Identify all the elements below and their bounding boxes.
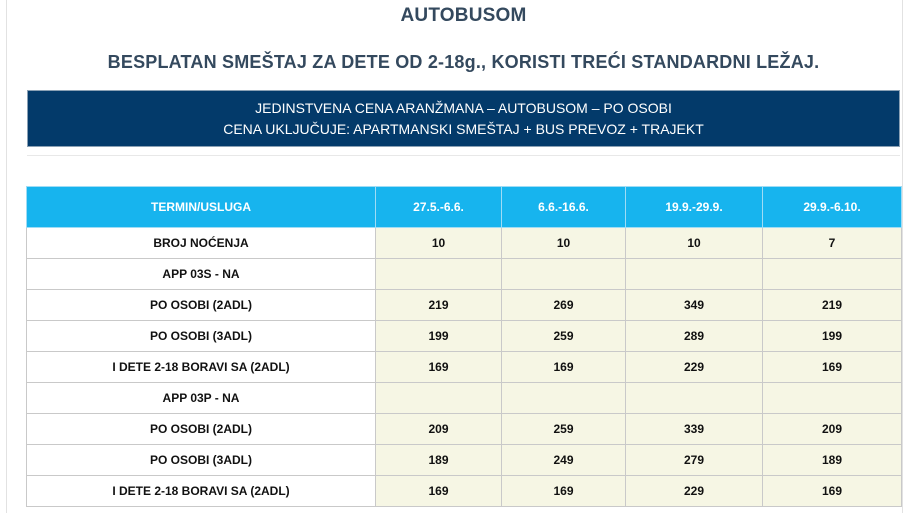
price-cell: [502, 383, 626, 414]
row-label: BROJ NOĆENJA: [27, 228, 376, 259]
column-header-period-4: 29.9.-6.10.: [763, 187, 902, 228]
price-cell: 189: [763, 445, 902, 476]
row-label: PO OSOBI (3ADL): [27, 445, 376, 476]
column-header-period-3: 19.9.-29.9.: [626, 187, 763, 228]
price-cell: [502, 259, 626, 290]
price-cell: 209: [763, 414, 902, 445]
price-cell: 229: [626, 352, 763, 383]
price-cell: 219: [376, 290, 502, 321]
row-label: PO OSOBI (2ADL): [27, 414, 376, 445]
price-cell: 169: [502, 476, 626, 507]
price-cell: 7: [763, 228, 902, 259]
row-label: PO OSOBI (3ADL): [27, 321, 376, 352]
page-subtitle: BESPLATAN SMEŠTAJ ZA DETE OD 2-18g., KORISTI TREĆI STANDARDNI LEŽAJ.: [107, 52, 820, 72]
page-right-border: [902, 0, 903, 513]
price-cell: [763, 383, 902, 414]
price-cell: 10: [502, 228, 626, 259]
row-label: I DETE 2-18 BORAVI SA (2ADL): [27, 352, 376, 383]
price-cell: [376, 383, 502, 414]
info-banner-line-2: CENA UKLJUČUJE: APARTMANSKI SMEŠTAJ + BUS PREVOZ + TRAJEKT: [223, 120, 704, 137]
price-cell: 209: [376, 414, 502, 445]
price-info-banner: [27, 90, 900, 147]
table-header-row: [27, 187, 902, 228]
table-row: [27, 352, 902, 383]
info-banner-line-1: JEDINSTVENA CENA ARANŽMANA – AUTOBUSOM – PO OSOBI: [255, 99, 672, 116]
table-row: [27, 228, 902, 259]
table-row: [27, 259, 902, 290]
page-title: AUTOBUSOM: [400, 5, 527, 26]
price-cell: 259: [502, 414, 626, 445]
table-row: [27, 476, 902, 507]
price-cell: 249: [502, 445, 626, 476]
table-row: [27, 321, 902, 352]
page-left-border: [6, 0, 7, 513]
price-cell: 199: [763, 321, 902, 352]
price-cell: 199: [376, 321, 502, 352]
price-cell: 10: [626, 228, 763, 259]
price-cell: 169: [763, 352, 902, 383]
table-row: [27, 414, 902, 445]
price-cell: 169: [763, 476, 902, 507]
row-label: APP 03S - NA: [27, 259, 376, 290]
price-cell: 279: [626, 445, 763, 476]
price-cell: 169: [376, 476, 502, 507]
divider: [27, 155, 900, 156]
column-header-period-2: 6.6.-16.6.: [502, 187, 626, 228]
row-label: PO OSOBI (2ADL): [27, 290, 376, 321]
price-cell: [376, 259, 502, 290]
price-cell: 169: [502, 352, 626, 383]
price-cell: 10: [376, 228, 502, 259]
table-row: [27, 445, 902, 476]
price-cell: [763, 259, 902, 290]
price-cell: [626, 259, 763, 290]
price-cell: [626, 383, 763, 414]
row-label: I DETE 2-18 BORAVI SA (2ADL): [27, 476, 376, 507]
price-cell: 269: [502, 290, 626, 321]
price-cell: 219: [763, 290, 902, 321]
price-table: [26, 186, 902, 507]
column-header-service: TERMIN/USLUGA: [27, 187, 376, 228]
table-row: [27, 383, 902, 414]
table-row: [27, 290, 902, 321]
price-cell: 189: [376, 445, 502, 476]
price-cell: 259: [502, 321, 626, 352]
price-cell: 169: [376, 352, 502, 383]
column-header-period-1: 27.5.-6.6.: [376, 187, 502, 228]
price-cell: 349: [626, 290, 763, 321]
price-cell: 289: [626, 321, 763, 352]
price-cell: 229: [626, 476, 763, 507]
price-cell: 339: [626, 414, 763, 445]
row-label: APP 03P - NA: [27, 383, 376, 414]
